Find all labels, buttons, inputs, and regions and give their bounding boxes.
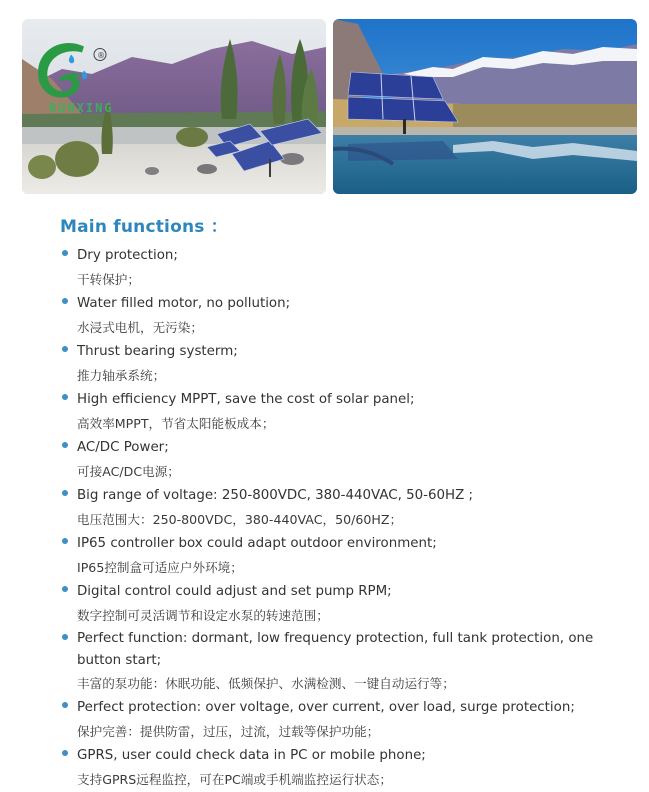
bullet-icon [62, 538, 68, 544]
item-text-zh: 干转保护； [77, 272, 140, 287]
bullet-icon [62, 586, 68, 592]
list-item-perfect-function [60, 628, 620, 696]
item-text-en: Thrust bearing systerm; [77, 344, 238, 359]
list-item-mppt [60, 388, 620, 436]
list-item-ip65-controller [60, 532, 620, 580]
item-text-zh: IP65控制盒可适应户外环境； [77, 560, 243, 575]
list-item-voltage-range [60, 484, 620, 532]
list-item-ac-dc-power [60, 436, 620, 484]
main-functions-heading: Main functions ： [60, 217, 228, 237]
list-item-water-filled-motor [60, 292, 620, 340]
item-text-en: Dry protection; [77, 248, 178, 263]
bullet-icon [62, 750, 68, 756]
bullet-icon [62, 298, 68, 304]
list-item-gprs [60, 744, 620, 792]
item-text-en: IP65 controller box could adapt outdoor environment; [77, 536, 437, 551]
item-text-zh: 保护完善：提供防雷，过压，过流，过载等保护功能； [77, 724, 380, 739]
item-text-en: Digital control could adjust and set pump RPM; [77, 584, 392, 599]
list-item-digital-control [60, 580, 620, 628]
photo-solar-valley [22, 19, 326, 194]
item-text-en: Perfect function: dormant, low frequency protection, full tank protection, one button start; [77, 631, 594, 668]
solar-reservoir-illustration [333, 19, 637, 194]
item-text-en: AC/DC Power; [77, 440, 169, 455]
item-text-en: GPRS, user could check data in PC or mobile phone; [77, 748, 426, 763]
item-text-en: High efficiency MPPT, save the cost of solar panel; [77, 392, 415, 407]
item-text-zh: 数字控制可灵活调节和设定水泵的转速范围； [77, 608, 329, 623]
photo-solar-reservoir [333, 19, 637, 194]
registered-mark: ® [97, 51, 105, 60]
item-text-zh: 推力轴承系统； [77, 368, 166, 383]
bullet-icon [62, 490, 68, 496]
item-text-en: Perfect protection: over voltage, over current, over load, surge protection; [77, 700, 575, 715]
list-item-dry-protection [60, 244, 620, 292]
runxing-logo [34, 31, 124, 116]
list-item-perfect-protection [60, 696, 620, 744]
item-text-zh: 可接AC/DC电源； [77, 464, 180, 479]
item-text-zh: 水浸式电机，无污染； [77, 320, 203, 335]
bullet-icon [62, 702, 68, 708]
bullet-icon [62, 442, 68, 448]
item-text-en: Water filled motor, no pollution; [77, 296, 291, 311]
list-item-thrust-bearing [60, 340, 620, 388]
item-text-en: Big range of voltage: 250-800VDC, 380-440VAC, 50-60HZ ; [77, 488, 474, 503]
bullet-icon [62, 250, 68, 256]
functions-list [60, 244, 620, 792]
bullet-icon [62, 346, 68, 352]
item-text-zh: 电压范围大：250-800VDC，380-440VAC，50/60HZ； [77, 512, 403, 527]
bullet-icon [62, 394, 68, 400]
logo-brand-text: RUNXING [49, 101, 114, 115]
item-text-zh: 高效率MPPT，节省太阳能板成本； [77, 416, 275, 431]
bullet-icon [62, 634, 68, 640]
item-text-zh: 支持GPRS远程监控，可在PC端或手机端监控运行状态； [77, 772, 392, 787]
item-text-zh: 丰富的泵功能：休眠功能、低频保护、水满检测、一键自动运行等； [77, 676, 455, 691]
